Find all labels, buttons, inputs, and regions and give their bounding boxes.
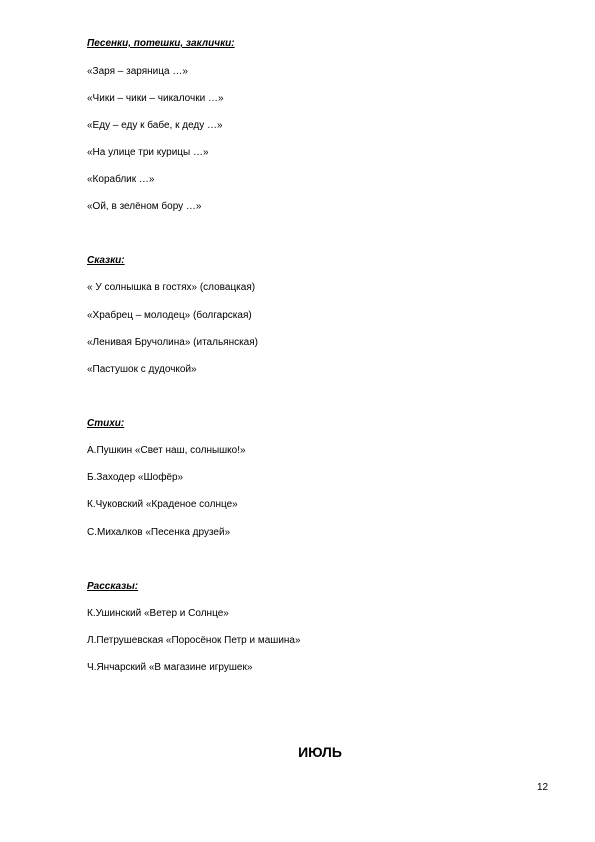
list-item: К.Чуковский «Краденое солнце» (87, 499, 238, 510)
list-item: К.Ушинский «Ветер и Солнце» (87, 608, 229, 619)
list-item: «На улице три курицы …» (87, 147, 209, 158)
list-item: Б.Заходер «Шофёр» (87, 472, 184, 483)
list-item: « У солнышка в гостях» (словацкая) (87, 282, 256, 293)
list-item: «Ой, в зелёном бору …» (87, 201, 202, 212)
list-item: «Храбрец – молодец» (болгарская) (87, 310, 252, 321)
list-item: «Еду – еду к бабе, к деду …» (87, 120, 223, 131)
page-number: 12 (537, 782, 549, 793)
month-title: ИЮЛЬ (298, 744, 342, 760)
section-heading-stories: Рассказы: (87, 581, 139, 592)
list-item: С.Михалков «Песенка друзей» (87, 527, 231, 538)
list-item: «Пастушок с дудочкой» (87, 364, 197, 375)
list-item: Л.Петрушевская «Поросёнок Петр и машина» (87, 635, 301, 646)
section-heading-poems: Стихи: (87, 418, 125, 429)
list-item: Ч.Янчарский «В магазине игрушек» (87, 662, 253, 673)
list-item: «Кораблик …» (87, 174, 155, 185)
section-heading-tales: Сказки: (87, 255, 125, 266)
section-heading-songs: Песенки, потешки, заклички: (87, 38, 235, 49)
list-item: «Заря – заряница …» (87, 66, 188, 77)
list-item: «Ленивая Бручолина» (итальянская) (87, 337, 258, 348)
list-item: «Чики – чики – чикалочки …» (87, 93, 224, 104)
list-item: А.Пушкин «Свет наш, солнышко!» (87, 445, 246, 456)
